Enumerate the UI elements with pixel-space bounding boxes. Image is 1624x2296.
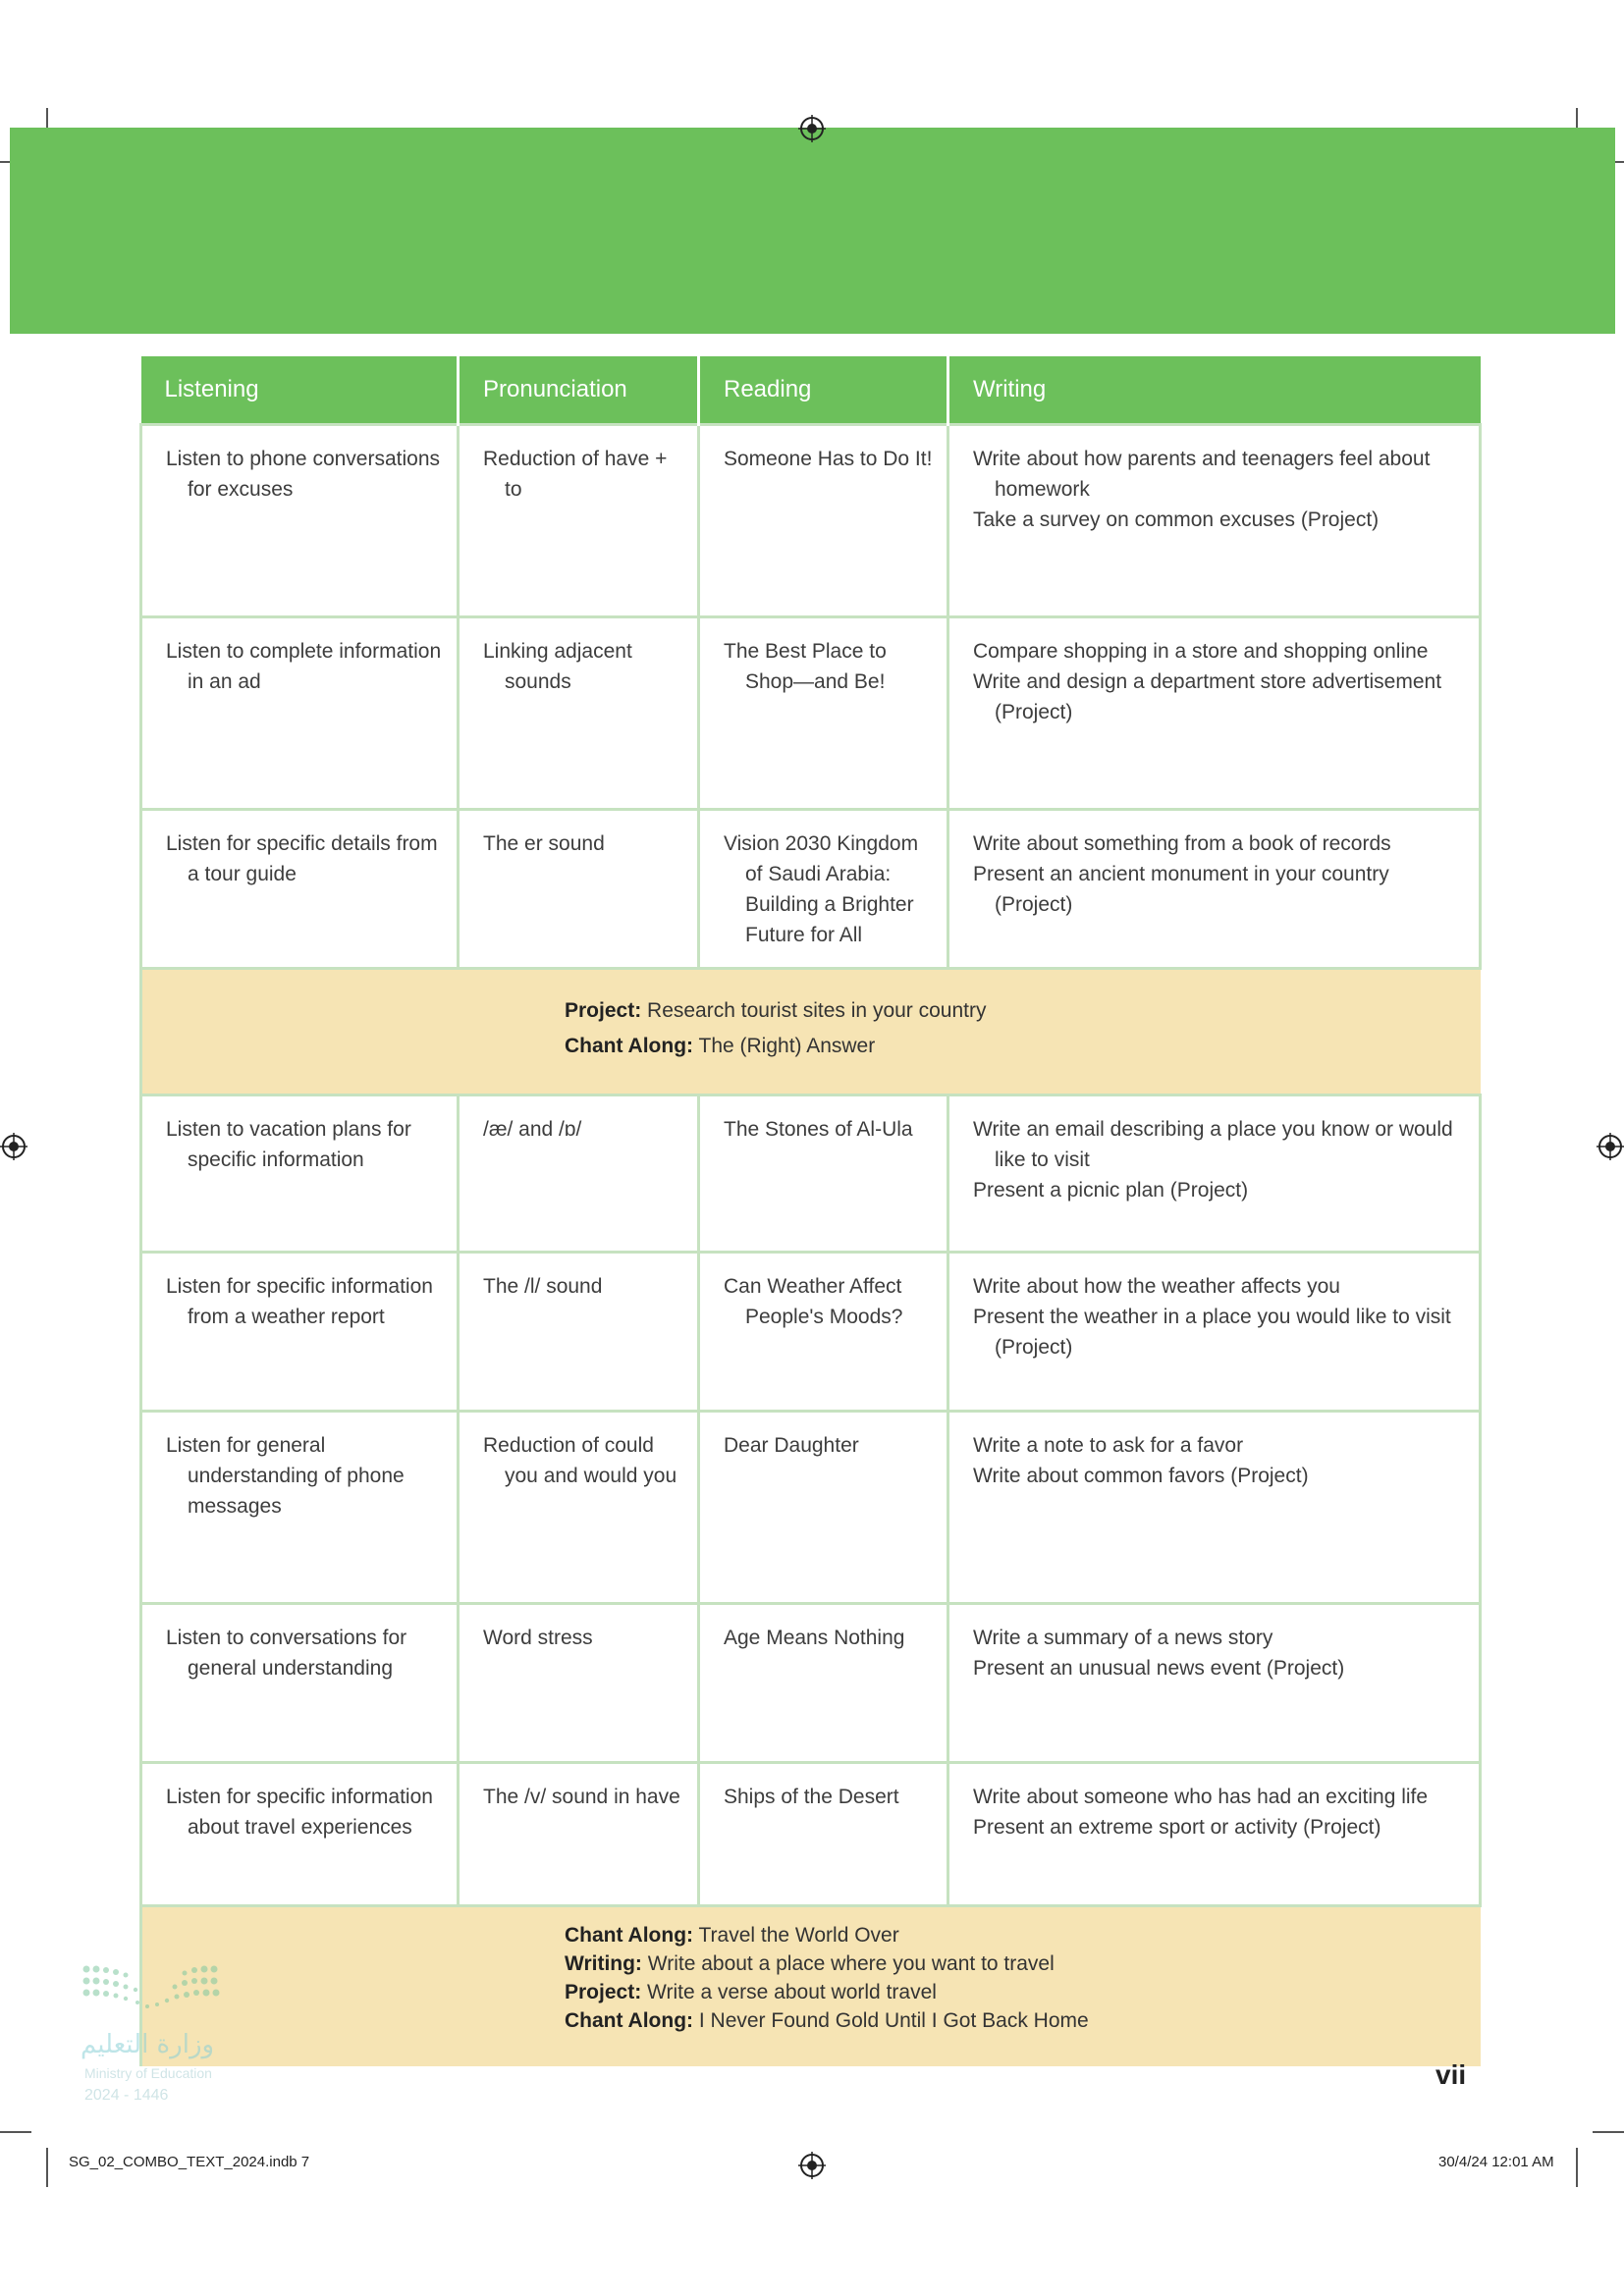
reading-line: Age Means Nothing (724, 1627, 905, 1649)
writing-line: Write about common favors (Project) (973, 1465, 1309, 1487)
column-header-pronunciation: Pronunciation (459, 356, 699, 425)
cell-reading (699, 810, 948, 969)
crop-mark (0, 2131, 31, 2133)
table-row (141, 1412, 1481, 1604)
cell-reading (699, 1095, 948, 1253)
cell-listening (141, 425, 459, 617)
band-text: Research tourist sites in your country (641, 999, 987, 1022)
cell-reading (699, 1412, 948, 1604)
crop-mark (46, 2148, 48, 2187)
listening-line: Listen to phone conversations for excuses (166, 448, 441, 501)
pronunciation-line: Linking adjacent sounds (483, 640, 632, 693)
footer-file-info: SG_02_COMBO_TEXT_2024.indb 7 (69, 2154, 310, 2170)
page-number: vii (1435, 2059, 1467, 2090)
cell-reading (699, 1253, 948, 1412)
listening-line: Listen for general understanding of phone messages (166, 1434, 405, 1518)
reading-line: Dear Daughter (724, 1434, 859, 1457)
cell-pronunciation (459, 810, 699, 969)
cell-reading (699, 617, 948, 810)
listening-line: Listen for specific information about travel experiences (166, 1786, 433, 1839)
column-header-reading: Reading (699, 356, 948, 425)
band-line (565, 1029, 1481, 1064)
cell-writing (948, 1763, 1481, 1906)
cell-pronunciation (459, 1253, 699, 1412)
registration-mark-icon (1597, 1133, 1624, 1160)
writing-line: Write about someone who has had an exciting life (973, 1786, 1429, 1808)
watermark-english: Ministry of Education (84, 2065, 212, 2081)
writing-line: Write about something from a book of records (973, 832, 1391, 855)
cell-writing (948, 1095, 1481, 1253)
cell-writing (948, 1412, 1481, 1604)
listening-line: Listen for specific information from a weather report (166, 1275, 433, 1328)
cell-pronunciation (459, 425, 699, 617)
band-text: Travel the World Over (693, 1924, 899, 1947)
band-text: I Never Found Gold Until I Got Back Home (693, 2009, 1089, 2032)
writing-line: Compare shopping in a store and shopping online (973, 640, 1429, 663)
cell-listening (141, 617, 459, 810)
band-label: Writing: (565, 1952, 642, 1975)
writing-line: Present a picnic plan (Project) (973, 1179, 1249, 1201)
summary-band (141, 1906, 1481, 2067)
pronunciation-line: /æ/ and /ɒ/ (483, 1118, 582, 1141)
writing-line: Write about how the weather affects you (973, 1275, 1340, 1298)
reading-line: The Stones of Al-Ula (724, 1118, 913, 1141)
cell-listening (141, 1095, 459, 1253)
table-row (141, 425, 1481, 617)
band-line (565, 993, 1481, 1029)
reading-line: The Best Place to Shop—and Be! (724, 640, 887, 693)
table-row (141, 1095, 1481, 1253)
column-header-writing: Writing (948, 356, 1481, 425)
crop-mark (1576, 2148, 1578, 2187)
registration-mark-icon (798, 115, 826, 142)
writing-line: Present the weather in a place you would like to visit (Project) (973, 1306, 1451, 1359)
writing-line: Write a note to ask for a favor (973, 1434, 1244, 1457)
band-text: The (Right) Answer (693, 1035, 876, 1057)
listening-line: Listen to vacation plans for specific information (166, 1118, 411, 1171)
writing-line: Write and design a department store advertisement (Project) (973, 670, 1442, 723)
watermark-arabic: وزارة التعليم (81, 2030, 215, 2059)
cell-pronunciation (459, 1095, 699, 1253)
cell-reading (699, 425, 948, 617)
table-row (141, 617, 1481, 810)
band-label: Chant Along: (565, 2009, 694, 2032)
cell-writing (948, 1253, 1481, 1412)
listening-line: Listen for specific details from a tour guide (166, 832, 438, 885)
cell-writing (948, 810, 1481, 969)
table-header-row (141, 356, 1481, 425)
listening-line: Listen to conversations for general understanding (166, 1627, 407, 1680)
table-row (141, 810, 1481, 969)
crop-mark (1593, 2131, 1624, 2133)
band-label: Project: (565, 1981, 642, 2003)
cell-pronunciation (459, 617, 699, 810)
band-line (565, 1949, 1481, 1978)
writing-line: Write an email describing a place you know or would like to visit (973, 1118, 1453, 1171)
cell-reading (699, 1604, 948, 1763)
cell-writing (948, 425, 1481, 617)
listening-line: Listen to complete information in an ad (166, 640, 442, 693)
reading-line: Someone Has to Do It! (724, 448, 933, 470)
writing-line: Write about how parents and teenagers feel about homework (973, 448, 1431, 501)
watermark-year: 2024 - 1446 (84, 2087, 169, 2104)
cell-listening (141, 1412, 459, 1604)
pronunciation-line: Reduction of could you and would you (483, 1434, 677, 1487)
writing-line: Present an ancient monument in your country (Project) (973, 863, 1389, 916)
band-label: Chant Along: (565, 1924, 694, 1947)
cell-writing (948, 617, 1481, 810)
cell-pronunciation (459, 1412, 699, 1604)
pronunciation-line: Word stress (483, 1627, 593, 1649)
band-text: Write about a place where you want to travel (641, 1952, 1055, 1975)
table-row (141, 1253, 1481, 1412)
summary-band (141, 969, 1481, 1095)
pronunciation-line: Reduction of have + to (483, 448, 668, 501)
registration-mark-icon (798, 2152, 826, 2179)
cell-pronunciation (459, 1604, 699, 1763)
writing-line: Present an unusual news event (Project) (973, 1657, 1345, 1680)
cell-reading (699, 1763, 948, 1906)
cell-pronunciation (459, 1763, 699, 1906)
band-line (565, 1921, 1481, 1949)
cell-listening (141, 1763, 459, 1906)
band-text: Write a verse about world travel (641, 1981, 937, 2003)
footer-timestamp: 30/4/24 12:01 AM (1438, 2154, 1554, 2170)
pronunciation-line: The er sound (483, 832, 605, 855)
reading-line: Ships of the Desert (724, 1786, 899, 1808)
reading-line: Can Weather Affect People's Moods? (724, 1275, 903, 1328)
band-label: Project: (565, 999, 642, 1022)
reading-line: Vision 2030 Kingdom of Saudi Arabia: Building a Brighter Future for All (724, 832, 919, 946)
table-row (141, 1604, 1481, 1763)
cell-writing (948, 1604, 1481, 1763)
column-header-listening: Listening (141, 356, 459, 425)
writing-line: Present an extreme sport or activity (Project) (973, 1816, 1381, 1839)
cell-listening (141, 1604, 459, 1763)
cell-listening (141, 810, 459, 969)
scope-and-sequence-table (139, 356, 1482, 2066)
header-banner (10, 128, 1615, 334)
band-line (565, 1978, 1481, 2006)
ministry-watermark (81, 1963, 277, 2110)
writing-line: Take a survey on common excuses (Project) (973, 508, 1380, 531)
ministry-logo-icon (81, 1963, 247, 2022)
table-row (141, 1763, 1481, 1906)
registration-mark-icon (0, 1133, 27, 1160)
pronunciation-line: The /l/ sound (483, 1275, 603, 1298)
cell-listening (141, 1253, 459, 1412)
band-label: Chant Along: (565, 1035, 694, 1057)
pronunciation-line: The /v/ sound in have (483, 1786, 680, 1808)
band-line (565, 2006, 1481, 2035)
writing-line: Write a summary of a news story (973, 1627, 1273, 1649)
